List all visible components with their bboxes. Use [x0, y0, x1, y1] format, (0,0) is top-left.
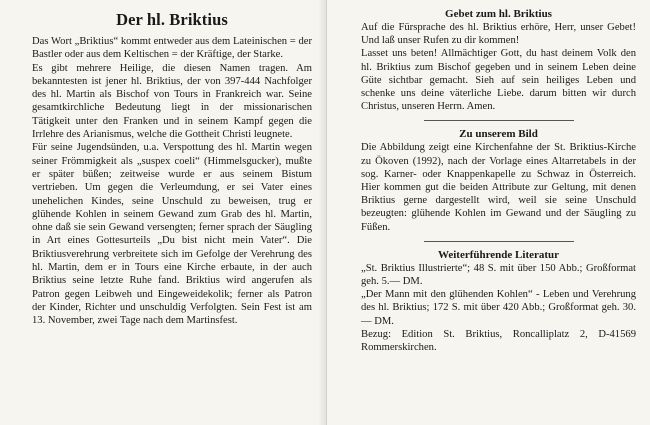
intro-paragraph: Das Wort „Briktius“ kommt entweder aus dem Lateinischen = der Bastler oder aus dem Keltischen = der Kräftige, der Starke.: [32, 36, 312, 61]
divider: [424, 120, 574, 121]
literature-item-3: Bezug: Edition St. Briktius, Roncalliplatz 2, D-41569 Rommerskirchen.: [361, 328, 636, 354]
legend-paragraph: Für seine Jugendsünden, u.a. Verspottung des hl. Martin wegen seiner Frömmigkeit als „suspex coeli“ (Himmelsgucker), mußte er später büßen; zeitweise wurde er aus seinem Bistum vertrieben. Um gegen die Verleumdung, er sei Vater eines unehelichen Kindes, seine Unschuld zu beweisen, trug er glühende Kohlen in seinem Gewand zum Grab des hl. Martin, ohne daß sie sein Gewand versengten; ferner sprach der Säugling in Art eines Gottesurteils „Du bist nicht mein Vater“. Die Briktiusverehrung verbreitete sich im Gefolge der Verehrung des hl. Martin, dem er in Tours eine Kirche erbaute, in der auch Briktius seine letzte Ruhe fand. Briktius wird angerufen als Patron gegen Leibweh und Eingeweidekolik; ferner als Patron der Kinder, Richter und unschuldig Verfolgten. Sein Fest ist am 13. November, zwei Tage nach dem Martinsfest.: [32, 142, 312, 327]
prayer-title: Gebet zum hl. Briktius: [445, 8, 552, 20]
literature-item-1: „St. Briktius Illustrierte“; 48 S. mit über 150 Abb.; Großformat geh. 5.— DM.: [361, 262, 636, 288]
right-page: [326, 0, 650, 425]
divider: [424, 241, 574, 242]
literature-title: Weiterführende Literatur: [437, 248, 560, 261]
image-section-title: Zu unserem Bild: [459, 128, 538, 141]
literature-item-2: „Der Mann mit den glühenden Kohlen“ - Leben und Verehrung des hl. Briktius; 172 S. mit über 420 Abb.; Großformat geh. 30.— DM.: [361, 289, 636, 327]
image-section-text: Die Abbildung zeigt eine Kirchenfahne der St. Briktius-Kirche zu Ökoven (1992), nach der Vorlage eines Altarretabels in der sog. Karner- oder Knappenkapelle zu Schwaz in Österreich. Hier kommen gut die beiden Attribute zur Geltung, mit denen Briktius gerne dargestellt wird, weil sie seine Unschuld bezeugten: glühende Kohlen im Gewand und der Säugling zu Füßen.: [361, 142, 636, 233]
page-title: Der hl. Briktius: [116, 10, 228, 29]
prayer-text-1: Auf die Fürsprache des hl. Briktius erhöre, Herr, unser Gebet! Und laß unser Rufen zu dir kommen!: [361, 22, 636, 47]
history-paragraph: Es gibt mehrere Heilige, die diesen Namen tragen. Am bekanntesten ist jener hl. Briktius, der von 397-444 Nachfolger des hl. Martin als Bischof von Tours in Frankreich war. Seine gesamtkirchliche Bedeutung liegt in der missionarischen Tätigkeit unter den Franken und in seinem Kampf gegen die Irrlehre des Arianismus, welche die Gottheit Christi leugnete.: [32, 62, 312, 141]
prayer-text-2: Lasset uns beten! Allmächtiger Gott, du hast deinem Volk den hl. Briktius zum Bischof gegeben und in seinem Leben deine Güte sichtbar gemacht. Sieh auf sein heiliges Leben und schenke uns deine väterliche Liebe. darum bitten wir durch Christus, unseren Herrn. Amen.: [361, 48, 636, 113]
